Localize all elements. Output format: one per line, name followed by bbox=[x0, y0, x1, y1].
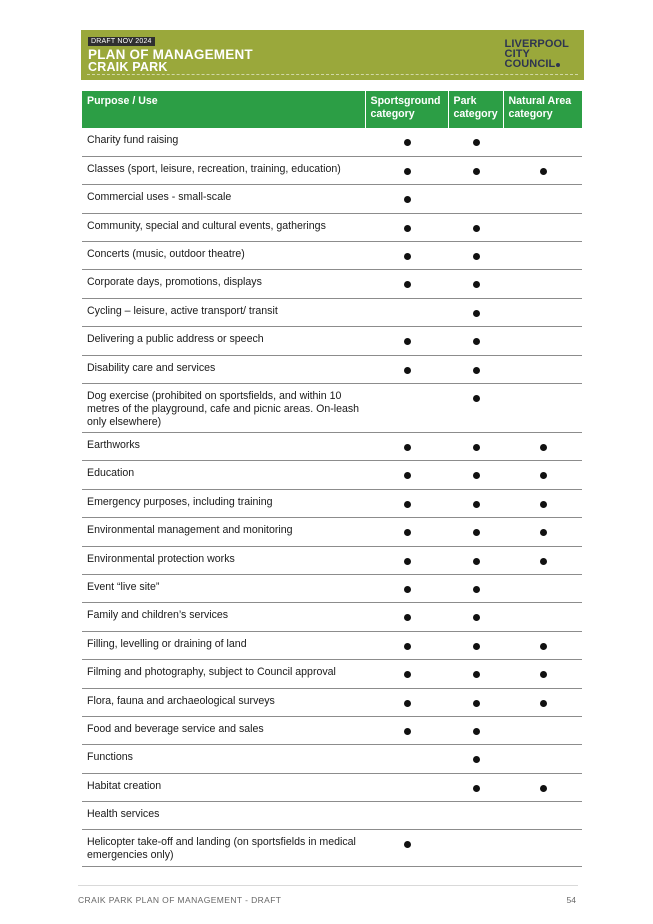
permitted-dot-icon bbox=[540, 671, 547, 678]
use-cell: Commercial uses - small-scale bbox=[82, 185, 365, 213]
park-cell bbox=[448, 574, 503, 602]
permitted-dot-icon bbox=[473, 139, 480, 146]
natural-area-cell bbox=[503, 128, 582, 156]
permitted-dot-icon bbox=[473, 756, 480, 763]
permitted-dot-icon bbox=[540, 700, 547, 707]
sportsground-cell bbox=[365, 489, 448, 517]
permitted-dot-icon bbox=[473, 395, 480, 402]
natural-area-cell bbox=[503, 518, 582, 546]
permitted-dot-icon bbox=[473, 558, 480, 565]
permitted-dot-icon bbox=[404, 225, 411, 232]
permitted-dot-icon bbox=[404, 281, 411, 288]
park-cell bbox=[448, 802, 503, 830]
use-cell: Earthworks bbox=[82, 433, 365, 461]
sportsground-cell bbox=[365, 156, 448, 184]
table-row bbox=[82, 660, 582, 688]
table-row bbox=[82, 156, 582, 184]
table-row bbox=[82, 213, 582, 241]
permitted-dot-icon bbox=[540, 168, 547, 175]
table-row bbox=[82, 802, 582, 830]
permitted-dot-icon bbox=[473, 728, 480, 735]
use-cell: Environmental management and monitoring bbox=[82, 518, 365, 546]
sportsground-cell bbox=[365, 745, 448, 773]
table-row bbox=[82, 631, 582, 659]
permitted-dot-icon bbox=[404, 643, 411, 650]
sportsground-cell bbox=[365, 461, 448, 489]
table-row bbox=[82, 355, 582, 383]
permitted-dot-icon bbox=[404, 614, 411, 621]
table-row bbox=[82, 461, 582, 489]
park-cell bbox=[448, 830, 503, 867]
permitted-dot-icon bbox=[540, 501, 547, 508]
draft-tag: DRAFT NOV 2024 bbox=[88, 37, 155, 46]
use-cell: Classes (sport, leisure, recreation, training, education) bbox=[82, 156, 365, 184]
table-body bbox=[82, 128, 582, 867]
sportsground-cell bbox=[365, 660, 448, 688]
table-row bbox=[82, 327, 582, 355]
park-cell bbox=[448, 433, 503, 461]
document-subtitle: CRAIK PARK bbox=[88, 60, 168, 74]
use-cell: Family and children’s services bbox=[82, 603, 365, 631]
permitted-dot-icon bbox=[473, 444, 480, 451]
sportsground-cell bbox=[365, 433, 448, 461]
natural-area-cell bbox=[503, 574, 582, 602]
sportsground-cell bbox=[365, 688, 448, 716]
sportsground-cell bbox=[365, 802, 448, 830]
natural-area-cell bbox=[503, 327, 582, 355]
use-cell: Filming and photography, subject to Council approval bbox=[82, 660, 365, 688]
table-header-row bbox=[82, 91, 582, 128]
natural-area-cell bbox=[503, 660, 582, 688]
sportsground-cell bbox=[365, 213, 448, 241]
logo-line-3 bbox=[504, 57, 569, 70]
permitted-dot-icon bbox=[473, 168, 480, 175]
sportsground-cell bbox=[365, 128, 448, 156]
park-cell bbox=[448, 461, 503, 489]
sportsground-cell bbox=[365, 716, 448, 744]
council-logo bbox=[505, 40, 569, 69]
natural-area-cell bbox=[503, 185, 582, 213]
use-cell: Corporate days, promotions, displays bbox=[82, 270, 365, 298]
table-row bbox=[82, 603, 582, 631]
natural-area-cell bbox=[503, 461, 582, 489]
sportsground-cell bbox=[365, 773, 448, 801]
table-row bbox=[82, 546, 582, 574]
logo-line-2: CITY bbox=[504, 47, 530, 60]
permitted-dot-icon bbox=[404, 253, 411, 260]
permitted-dot-icon bbox=[473, 310, 480, 317]
permitted-dot-icon bbox=[404, 728, 411, 735]
page-number: 54 bbox=[566, 895, 576, 905]
park-cell bbox=[448, 298, 503, 326]
table-row bbox=[82, 489, 582, 517]
park-cell bbox=[448, 185, 503, 213]
park-cell bbox=[448, 213, 503, 241]
permitted-dot-icon bbox=[404, 700, 411, 707]
sportsground-cell bbox=[365, 574, 448, 602]
use-cell: Dog exercise (prohibited on sportsfields, and within 10 metres of the playground, cafe and picnic areas. On-leash only elsewhere) bbox=[82, 384, 365, 433]
permitted-dot-icon bbox=[540, 558, 547, 565]
natural-area-cell bbox=[503, 631, 582, 659]
use-cell: Concerts (music, outdoor theatre) bbox=[82, 242, 365, 270]
logo-line-1: LIVERPOOL bbox=[504, 38, 569, 50]
permitted-dot-icon bbox=[540, 529, 547, 536]
natural-area-cell bbox=[503, 603, 582, 631]
use-cell: Delivering a public address or speech bbox=[82, 327, 365, 355]
use-cell: Flora, fauna and archaeological surveys bbox=[82, 688, 365, 716]
use-cell: Emergency purposes, including training bbox=[82, 489, 365, 517]
banner-divider bbox=[87, 74, 578, 75]
park-cell bbox=[448, 270, 503, 298]
use-cell: Cycling – leisure, active transport/ transit bbox=[82, 298, 365, 326]
column-header-use: Purpose / Use bbox=[82, 91, 365, 128]
park-cell bbox=[448, 518, 503, 546]
sportsground-cell bbox=[365, 384, 448, 433]
park-cell bbox=[448, 745, 503, 773]
permitted-uses-table bbox=[82, 91, 582, 867]
natural-area-cell bbox=[503, 830, 582, 867]
natural-area-cell bbox=[503, 384, 582, 433]
table-row bbox=[82, 384, 582, 433]
use-cell: Charity fund raising bbox=[82, 128, 365, 156]
natural-area-cell bbox=[503, 688, 582, 716]
table-row bbox=[82, 185, 582, 213]
permitted-dot-icon bbox=[473, 281, 480, 288]
permitted-dot-icon bbox=[473, 253, 480, 260]
use-cell: Helicopter take-off and landing (on sportsfields in medical emergencies only) bbox=[82, 830, 365, 867]
table-row bbox=[82, 574, 582, 602]
permitted-dot-icon bbox=[473, 671, 480, 678]
park-cell bbox=[448, 128, 503, 156]
sportsground-cell bbox=[365, 298, 448, 326]
use-cell: Education bbox=[82, 461, 365, 489]
permitted-dot-icon bbox=[404, 139, 411, 146]
permitted-dot-icon bbox=[473, 586, 480, 593]
natural-area-cell bbox=[503, 355, 582, 383]
park-cell bbox=[448, 603, 503, 631]
natural-area-cell bbox=[503, 546, 582, 574]
permitted-dot-icon bbox=[473, 700, 480, 707]
permitted-dot-icon bbox=[473, 614, 480, 621]
natural-area-cell bbox=[503, 773, 582, 801]
permitted-dot-icon bbox=[404, 338, 411, 345]
park-cell bbox=[448, 384, 503, 433]
logo-dot-icon bbox=[556, 63, 560, 67]
natural-area-cell bbox=[503, 242, 582, 270]
permitted-dot-icon bbox=[540, 444, 547, 451]
natural-area-cell bbox=[503, 716, 582, 744]
park-cell bbox=[448, 716, 503, 744]
permitted-dot-icon bbox=[473, 529, 480, 536]
permitted-dot-icon bbox=[540, 785, 547, 792]
use-cell: Filling, levelling or draining of land bbox=[82, 631, 365, 659]
permitted-dot-icon bbox=[473, 338, 480, 345]
permitted-dot-icon bbox=[473, 225, 480, 232]
natural-area-cell bbox=[503, 298, 582, 326]
permitted-dot-icon bbox=[404, 444, 411, 451]
sportsground-cell bbox=[365, 518, 448, 546]
sportsground-cell bbox=[365, 830, 448, 867]
park-cell bbox=[448, 688, 503, 716]
table-row bbox=[82, 830, 582, 867]
table-row bbox=[82, 433, 582, 461]
use-cell: Food and beverage service and sales bbox=[82, 716, 365, 744]
logo-line-3-text: COUNCIL bbox=[504, 57, 556, 70]
park-cell bbox=[448, 355, 503, 383]
footer-document-name: CRAIK PARK PLAN OF MANAGEMENT - DRAFT bbox=[78, 895, 282, 905]
park-cell bbox=[448, 489, 503, 517]
permitted-dot-icon bbox=[473, 472, 480, 479]
column-header-natural-area: Natural Area category bbox=[503, 91, 582, 128]
natural-area-cell bbox=[503, 213, 582, 241]
natural-area-cell bbox=[503, 802, 582, 830]
sportsground-cell bbox=[365, 327, 448, 355]
table-row bbox=[82, 270, 582, 298]
use-cell: Disability care and services bbox=[82, 355, 365, 383]
sportsground-cell bbox=[365, 603, 448, 631]
use-cell: Health services bbox=[82, 802, 365, 830]
natural-area-cell bbox=[503, 489, 582, 517]
use-cell: Habitat creation bbox=[82, 773, 365, 801]
natural-area-cell bbox=[503, 745, 582, 773]
permitted-dot-icon bbox=[404, 472, 411, 479]
table-row bbox=[82, 298, 582, 326]
sportsground-cell bbox=[365, 546, 448, 574]
sportsground-cell bbox=[365, 185, 448, 213]
sportsground-cell bbox=[365, 242, 448, 270]
permitted-dot-icon bbox=[473, 367, 480, 374]
header-banner bbox=[81, 30, 584, 80]
permitted-dot-icon bbox=[404, 168, 411, 175]
natural-area-cell bbox=[503, 270, 582, 298]
column-header-sportsground: Sportsground category bbox=[365, 91, 448, 128]
column-header-park: Park category bbox=[448, 91, 503, 128]
permitted-dot-icon bbox=[473, 643, 480, 650]
permitted-dot-icon bbox=[404, 367, 411, 374]
table-row bbox=[82, 745, 582, 773]
park-cell bbox=[448, 546, 503, 574]
permitted-dot-icon bbox=[540, 643, 547, 650]
use-cell: Functions bbox=[82, 745, 365, 773]
use-cell: Community, special and cultural events, gatherings bbox=[82, 213, 365, 241]
table-row bbox=[82, 688, 582, 716]
park-cell bbox=[448, 242, 503, 270]
permitted-dot-icon bbox=[404, 501, 411, 508]
permitted-dot-icon bbox=[404, 586, 411, 593]
footer-divider bbox=[78, 885, 578, 886]
sportsground-cell bbox=[365, 355, 448, 383]
table-row bbox=[82, 242, 582, 270]
table-row bbox=[82, 773, 582, 801]
permitted-dot-icon bbox=[404, 529, 411, 536]
park-cell bbox=[448, 156, 503, 184]
natural-area-cell bbox=[503, 156, 582, 184]
document-title: PLAN OF MANAGEMENT bbox=[88, 47, 253, 62]
natural-area-cell bbox=[503, 433, 582, 461]
use-cell: Environmental protection works bbox=[82, 546, 365, 574]
table-row bbox=[82, 716, 582, 744]
permitted-dot-icon bbox=[404, 558, 411, 565]
permitted-dot-icon bbox=[473, 501, 480, 508]
park-cell bbox=[448, 773, 503, 801]
permitted-dot-icon bbox=[404, 671, 411, 678]
permitted-dot-icon bbox=[404, 196, 411, 203]
use-cell: Event “live site” bbox=[82, 574, 365, 602]
permitted-dot-icon bbox=[540, 472, 547, 479]
sportsground-cell bbox=[365, 631, 448, 659]
permitted-dot-icon bbox=[473, 785, 480, 792]
park-cell bbox=[448, 660, 503, 688]
table-row bbox=[82, 518, 582, 546]
permitted-dot-icon bbox=[404, 841, 411, 848]
park-cell bbox=[448, 327, 503, 355]
sportsground-cell bbox=[365, 270, 448, 298]
park-cell bbox=[448, 631, 503, 659]
table-row bbox=[82, 128, 582, 156]
